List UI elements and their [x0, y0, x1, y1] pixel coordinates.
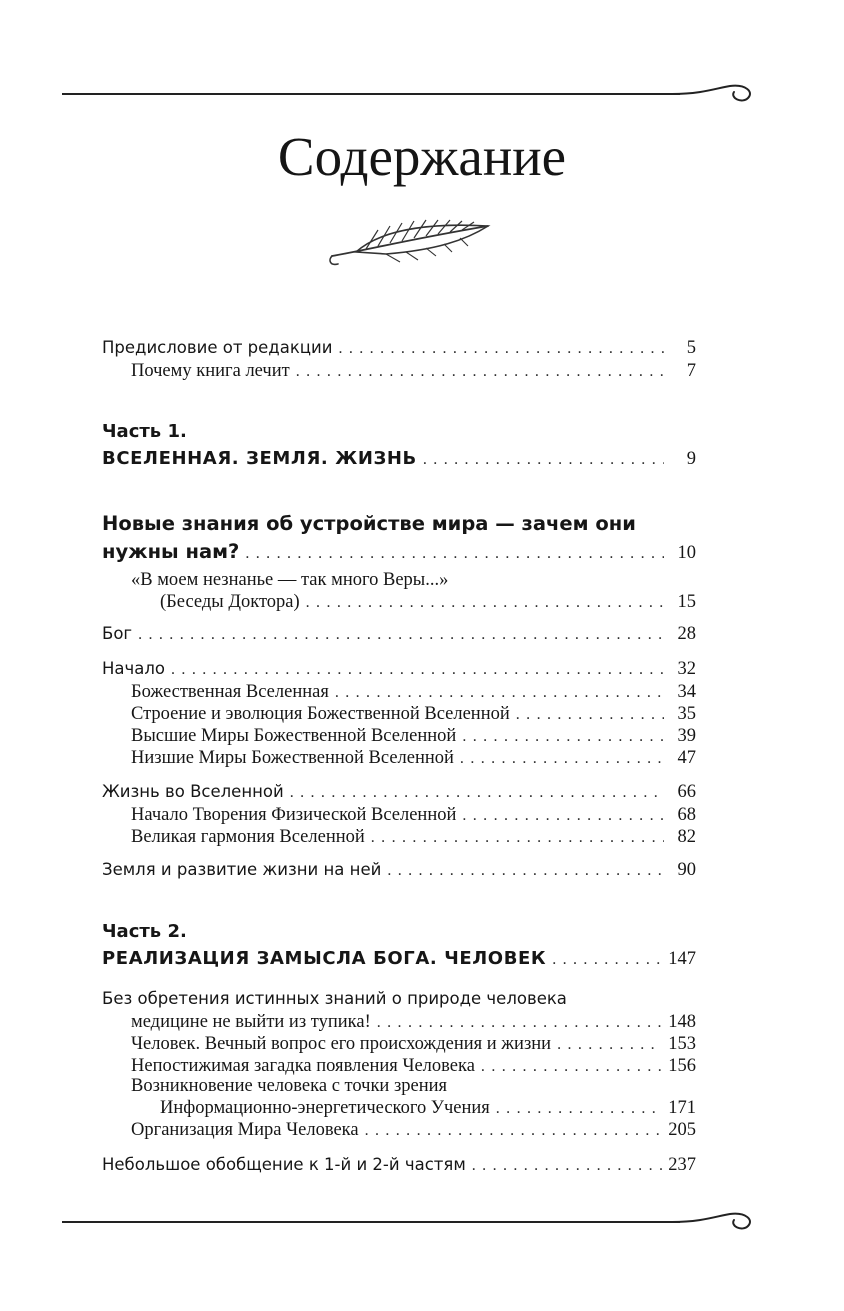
toc-page-number: 82	[677, 827, 696, 847]
dot-leader	[387, 862, 664, 880]
toc-entry-eternal-question[interactable]	[131, 1034, 696, 1055]
toc-entry-label: Информационно-энергетического Учения	[160, 1098, 490, 1118]
toc-page-number: 205	[668, 1120, 696, 1140]
dot-leader	[138, 626, 664, 644]
toc-page-number: 147	[668, 949, 696, 969]
toc-page-number: 39	[677, 726, 696, 746]
toc-entry-beginning[interactable]	[102, 659, 696, 680]
toc-entry-great-harmony[interactable]	[131, 827, 696, 848]
toc-entry-label: Божественная Вселенная	[131, 682, 329, 702]
dot-leader	[171, 661, 664, 679]
part-2-label: Часть 2.	[102, 921, 187, 942]
toc-page-number: 35	[677, 704, 696, 724]
dot-leader	[423, 451, 664, 469]
toc-entry-label: Жизнь во Вселенной	[102, 782, 284, 801]
toc-entry-new-knowledge-line1[interactable]: Новые знания об устройстве мира — зачем они	[102, 512, 636, 535]
dot-leader	[552, 951, 662, 969]
toc-entry-preface[interactable]	[102, 338, 696, 359]
toc-entry-label: Великая гармония Вселенной	[131, 827, 365, 847]
toc-entry-divine-universe[interactable]	[131, 682, 696, 703]
toc-entry-faith[interactable]	[160, 592, 696, 613]
toc-entry-label: медицине не выйти из тупика!	[131, 1012, 371, 1032]
toc-page-number: 9	[686, 449, 696, 469]
toc-entry-label: (Беседы Доктора)	[160, 592, 300, 612]
toc-page-number: 15	[677, 592, 696, 612]
dot-leader	[462, 807, 664, 825]
dot-leader	[557, 1036, 662, 1054]
dot-leader	[377, 1014, 663, 1032]
toc-entry-label: Начало	[102, 659, 166, 678]
toc-page-number: 153	[668, 1034, 696, 1054]
toc-page-number: 148	[668, 1012, 696, 1032]
toc-page-number: 32	[677, 659, 696, 679]
dot-leader	[516, 706, 664, 724]
toc-page-number: 7	[686, 361, 696, 381]
toc-entry-structure-evolution[interactable]	[131, 704, 696, 725]
toc-entry-label: Человек. Вечный вопрос его происхождения и жизни	[131, 1034, 552, 1054]
part-2-title: РЕАЛИЗАЦИЯ ЗАМЫСЛА БОГА. ЧЕЛОВЕК	[102, 948, 547, 969]
toc-entry-mystery-appearance[interactable]	[131, 1056, 696, 1077]
toc-entry-origin-viewpoint-line1[interactable]: Возникновение человека с точки зрения	[131, 1076, 448, 1096]
dot-leader	[335, 684, 664, 702]
toc-entry-label: нужны нам?	[102, 540, 240, 563]
toc-entry-life-universe[interactable]	[102, 782, 696, 803]
toc-page-number: 34	[677, 682, 696, 702]
toc-entry-label: Бог	[102, 624, 133, 643]
toc-page-number: 10	[677, 543, 696, 563]
toc-entry-label: Небольшое обобщение к 1-й и 2-й частям	[102, 1155, 466, 1174]
toc-entry-god[interactable]	[102, 624, 696, 645]
toc-entry-no-true-knowledge[interactable]	[131, 1012, 696, 1033]
dot-leader	[296, 363, 664, 381]
dot-leader	[462, 728, 664, 746]
toc-entry-label: Непостижимая загадка появления Человека	[131, 1056, 475, 1076]
toc-entry-label: Низшие Миры Божественной Вселенной	[131, 748, 454, 768]
toc-entry-lower-worlds[interactable]	[131, 748, 696, 769]
part-1-title: ВСЕЛЕННАЯ. ЗЕМЛЯ. ЖИЗНЬ	[102, 448, 417, 469]
toc-entry-label: Строение и эволюция Божественной Вселенной	[131, 704, 510, 724]
part-1-label: Часть 1.	[102, 421, 187, 442]
toc-entry-label: Начало Творения Физической Вселенной	[131, 805, 457, 825]
dot-leader	[496, 1100, 662, 1118]
toc-entry-label: Почему книга лечит	[131, 361, 290, 381]
toc-page-number: 5	[686, 338, 696, 358]
dot-leader	[371, 829, 664, 847]
toc-entry-part-2[interactable]	[102, 948, 696, 970]
toc-entry-label: Организация Мира Человека	[131, 1120, 359, 1140]
dot-leader	[338, 340, 664, 358]
bottom-ornamental-rule	[62, 1200, 762, 1240]
toc-entry-higher-worlds[interactable]	[131, 726, 696, 747]
dot-leader	[472, 1157, 662, 1175]
dot-leader	[306, 594, 664, 612]
toc-entry-label: Предисловие от редакции	[102, 338, 333, 357]
page-title: Содержание	[277, 126, 567, 187]
toc-entry-label: Высшие Миры Божественной Вселенной	[131, 726, 457, 746]
dot-leader	[460, 750, 664, 768]
toc-entry-label: Земля и развитие жизни на ней	[102, 860, 382, 879]
toc-entry-new-knowledge[interactable]	[102, 540, 696, 564]
dot-leader	[365, 1122, 663, 1140]
toc-page-number: 90	[677, 860, 696, 880]
dot-leader	[481, 1058, 662, 1076]
toc-page-number: 28	[677, 624, 696, 644]
toc-entry-origin-viewpoint[interactable]	[160, 1098, 696, 1119]
toc-page-number: 171	[668, 1098, 696, 1118]
toc-entry-human-world[interactable]	[131, 1120, 696, 1141]
toc-entry-no-true-knowledge-line1[interactable]: Без обретения истинных знаний о природе человека	[102, 989, 567, 1008]
toc-page-number: 47	[677, 748, 696, 768]
toc-page-number: 156	[668, 1056, 696, 1076]
toc-entry-summary[interactable]	[102, 1155, 696, 1176]
toc-entry-earth-life[interactable]	[102, 860, 696, 881]
dot-leader	[290, 784, 664, 802]
toc-page-number: 66	[677, 782, 696, 802]
toc-entry-part-1[interactable]	[102, 448, 696, 470]
toc-page-number: 68	[677, 805, 696, 825]
toc-entry-faith-line1[interactable]: «В моем незнанье — так много Веры...»	[131, 570, 449, 590]
toc-entry-why-book-heals[interactable]	[131, 361, 696, 382]
dot-leader	[245, 545, 664, 563]
toc-entry-creation-physical[interactable]	[131, 805, 696, 826]
toc-page-number: 237	[668, 1155, 696, 1175]
